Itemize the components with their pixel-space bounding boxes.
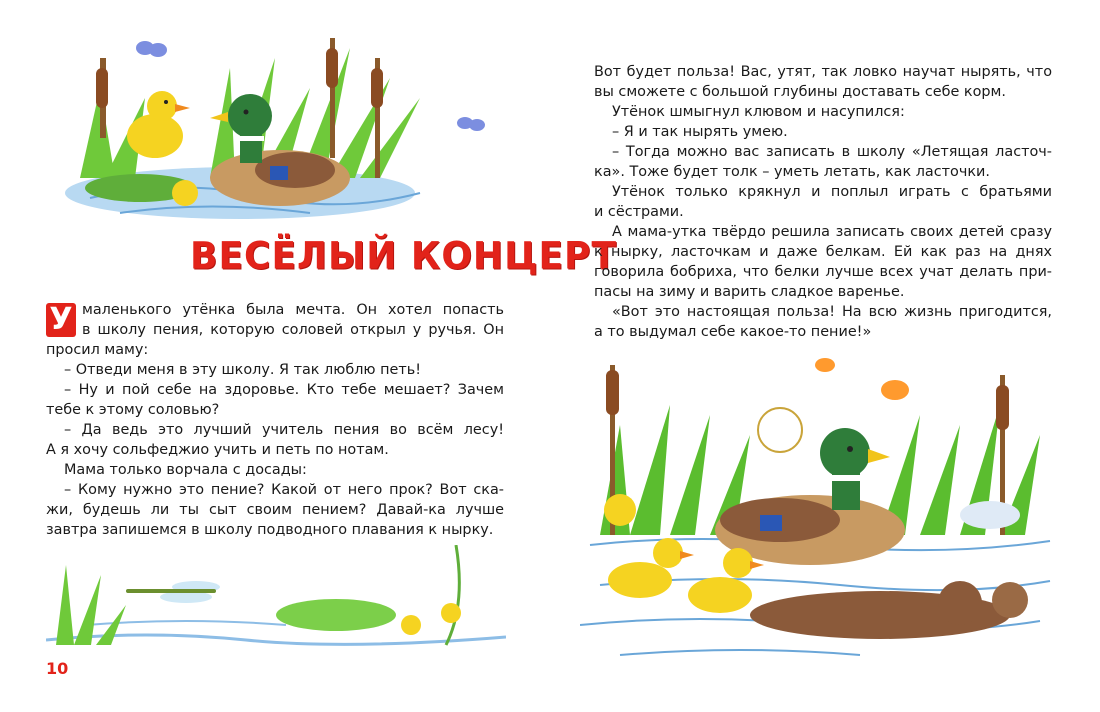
paragraph-line: завтра запишемся в школу подводного плавания к нырку. — [46, 522, 494, 538]
paragraph-line: А мама-утка твёрдо решила записать своих детей сразу — [612, 224, 1052, 240]
right-column-text — [594, 62, 1052, 342]
paragraph-line: Вот будет польза! Вас, утят, так ловко научат нырять, что — [594, 64, 1052, 80]
paragraph-line: Утёнок шмыгнул клювом и насупился: — [612, 104, 905, 120]
paragraph-line: вы сможете с большой глубины доставать себе корм. — [594, 84, 1006, 100]
paragraph-line: к нырку, ласточкам и даже белкам. Ей как раз на днях — [594, 244, 1052, 260]
paragraph-line: «Вот это настоящая польза! На всю жизнь пригодится, — [612, 304, 1052, 320]
paragraph-line: а то выдумал себе какое-то пение!» — [594, 324, 872, 340]
paragraph-line: пасы на зиму и варить сладкое варенье. — [594, 284, 905, 300]
paragraph-line: – Тогда можно вас записать в школу «Летящая ласточ- — [612, 144, 1052, 160]
paragraph-line: просил маму: — [46, 342, 149, 358]
paragraph-line: Мама только ворчала с досады: — [64, 462, 307, 478]
paragraph-line: Утёнок только крякнул и поплыл играть с братьями — [612, 184, 1052, 200]
paragraph-line: и сёстрами. — [594, 204, 684, 220]
paragraph-line: маленького утёнка была мечта. Он хотел попасть — [82, 302, 504, 318]
left-column-text — [46, 300, 504, 540]
paragraph-line: – Отведи меня в эту школу. Я так люблю петь! — [64, 362, 422, 378]
duck-family-beavers-illustration — [580, 345, 1060, 680]
paragraph-line: – Я и так нырять умею. — [612, 124, 788, 140]
paragraph-line: в школу пения, которую соловей открыл у ручья. Он — [82, 322, 504, 338]
paragraph-line: жи, будешь ли ты сыт своим пением? Давай-ка лучше — [46, 502, 504, 518]
paragraph-line: – Кому нужно это пение? Какой от него прок? Вот ска- — [64, 482, 504, 498]
paragraph-line: тебе к этому соловью? — [46, 402, 220, 418]
paragraph-line: – Да ведь это лучший учитель пения во всём лесу! — [64, 422, 504, 438]
drop-cap: У — [46, 303, 76, 337]
paragraph-line: говорила бобриха, что белки лучше всех учат делать при- — [594, 264, 1052, 280]
duck-and-duckling-illustration — [60, 28, 500, 238]
paragraph-line: – Ну и пой себе на здоровье. Кто тебе мешает? Зачем — [64, 382, 504, 398]
paragraph-line: ка». Тоже будет толк – уметь летать, как ласточки. — [594, 164, 990, 180]
page-number: 10 — [46, 659, 69, 678]
dragonfly-pond-illustration — [46, 545, 506, 655]
paragraph-line: А я хочу сольфеджио учить и петь по нотам. — [46, 442, 389, 458]
story-title: ВЕСЁЛЫЙ КОНЦЕРТ — [190, 234, 617, 279]
